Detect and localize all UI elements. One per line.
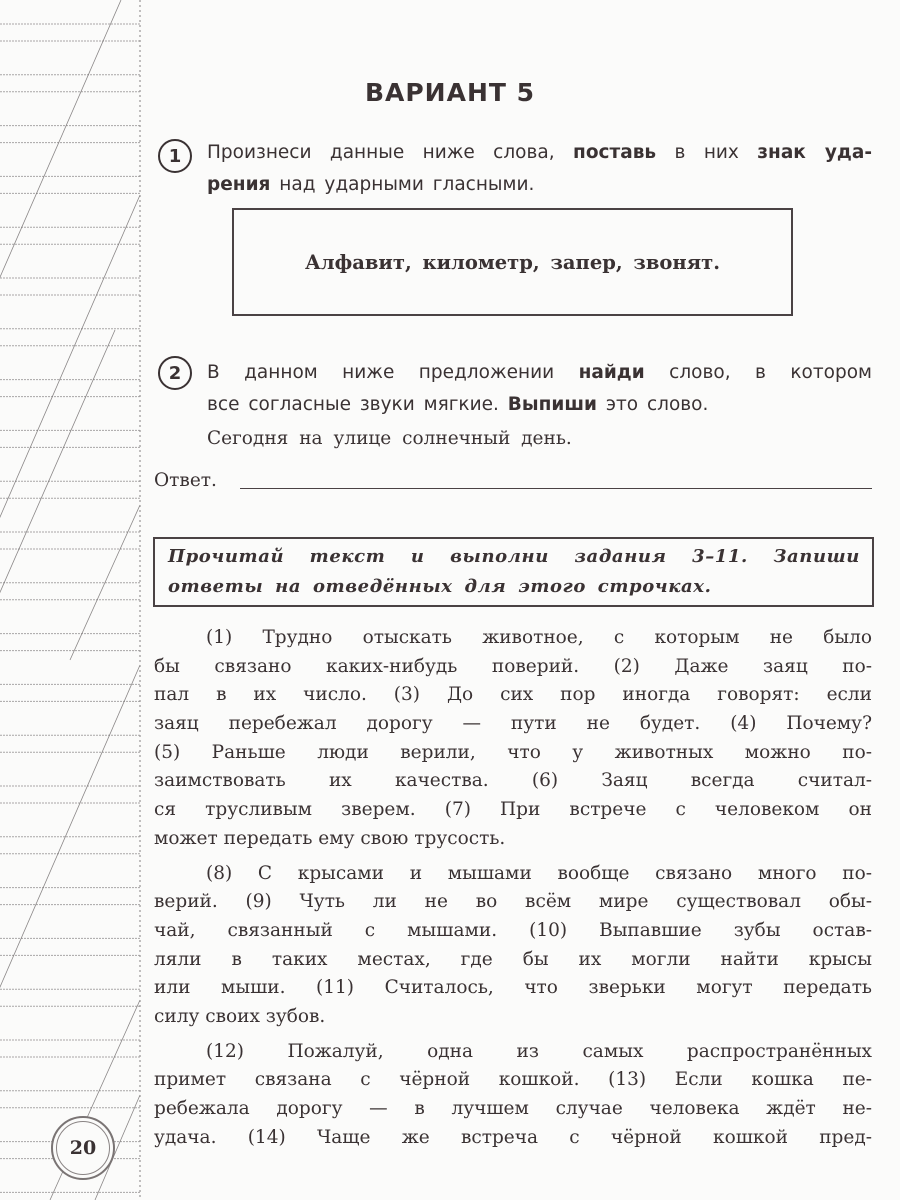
paragraph-1 <box>154 624 872 854</box>
answer-label: Ответ. <box>154 470 217 491</box>
instruction-line-1: Прочитай текст и выполни задания 3–11. Запиши <box>168 546 860 567</box>
reading-passage <box>154 624 872 1158</box>
instruction-line-2: ответы на отведённых для этого строчках. <box>168 576 712 597</box>
task-2-text-c: слово, в котором <box>644 362 872 383</box>
task-1-text-end: над ударными гласными. <box>270 174 535 195</box>
passage-line: (1) Трудно отыскать животное, с которым не было <box>206 627 872 648</box>
task-2-keyword-find: найди <box>578 362 645 383</box>
passage-line: силу своих зубов. <box>154 1005 326 1027</box>
passage-line: заимствовать их качества. (6) Заяц всегда считал- <box>154 770 872 792</box>
task-2-text <box>207 357 872 421</box>
passage-line: (12) Пожалуй, одна из самых распространённых <box>206 1040 872 1062</box>
task-1-number <box>158 139 192 173</box>
passage-line: или мыши. (11) Считалось, что зверьки могут передать <box>154 977 872 999</box>
variant-title: ВАРИАНТ 5 <box>364 78 536 107</box>
answer-line[interactable] <box>240 488 872 489</box>
task-1-text <box>207 137 872 201</box>
paragraph-2 <box>154 860 872 1032</box>
page-number: 20 <box>56 1121 110 1175</box>
task-1-keyword-stress-mark: знак уда- <box>757 142 872 163</box>
task-1-keyword-stress-end: рения <box>207 174 271 195</box>
task-1-keyword-put: поставь <box>573 142 657 163</box>
passage-line: ляли в таких местах, где бы их могли найти крысы <box>154 948 872 970</box>
passage-line: пал в их число. (3) До сих пор иногда говорят: если <box>154 684 872 706</box>
task-1-words: Алфавит, километр, запер, звонят. <box>305 250 720 274</box>
task-1-words-box <box>232 208 793 316</box>
task-2-text-d: все согласные звуки мягкие. <box>207 394 508 415</box>
task-1-text-c: в них <box>656 142 758 163</box>
task-2-number <box>158 356 192 390</box>
passage-line: (8) С крысами и мышами вообще связано много по- <box>206 862 872 884</box>
task-2-text-f: это слово. <box>596 394 709 415</box>
passage-line: ся трусливым зверем. (7) При встрече с человеком он <box>154 799 872 821</box>
notebook-margin-lines <box>0 0 145 1200</box>
passage-line: бы связано каких-нибудь поверий. (2) Даже заяц по- <box>154 655 872 677</box>
task-2-keyword-write-out: Выпиши <box>507 394 597 415</box>
passage-line: ребежала дорогу — в лучшем случае человека ждёт не- <box>154 1098 872 1119</box>
passage-line: верий. (9) Чуть ли не во всём мире существовал обы- <box>154 891 872 913</box>
task-2-sentence: Сегодня на улице солнечный день. <box>207 428 572 449</box>
passage-line: примет связана с чёрной кошкой. (13) Если кошка пе- <box>154 1069 872 1091</box>
passage-line: удача. (14) Чаще же встреча с чёрной кошкой пред- <box>154 1126 872 1148</box>
task-1-number-text: 1 <box>168 145 182 167</box>
reading-instruction-box <box>153 537 874 607</box>
passage-line: чай, связанный с мышами. (10) Выпавшие зубы остав- <box>154 919 872 941</box>
passage-line: может передать ему свою трусость. <box>154 827 506 849</box>
paragraph-3 <box>154 1038 872 1153</box>
task-2-number-text: 2 <box>168 362 182 384</box>
page-number-badge <box>51 1116 115 1180</box>
passage-line: заяц перебежал дорогу — пути не будет. (4) Почему? <box>154 713 872 735</box>
task-1-text-a: Произнеси данные ниже слова, <box>207 142 574 163</box>
passage-line: (5) Раньше люди верили, что у животных можно по- <box>154 741 872 763</box>
task-2-text-a: В данном ниже предложении <box>207 362 579 383</box>
